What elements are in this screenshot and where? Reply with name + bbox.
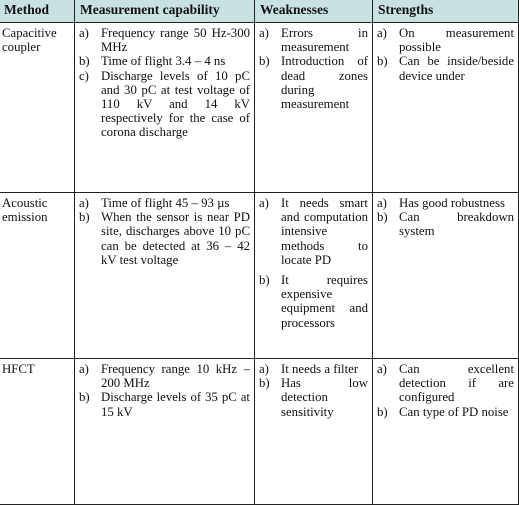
item-text: Frequency range 50 Hz-300 MHz bbox=[101, 26, 250, 55]
measurement-cell bbox=[75, 23, 255, 193]
method-name-line: coupler bbox=[2, 40, 41, 55]
method-cell bbox=[0, 193, 75, 359]
list-item bbox=[259, 54, 368, 111]
list-item bbox=[79, 54, 250, 68]
item-text: Discharge levels of 35 pC at 15 kV bbox=[101, 390, 250, 419]
weaknesses-cell bbox=[255, 359, 373, 505]
item-text: Time of flight 45 – 93 µs bbox=[101, 196, 230, 210]
item-marker: a) bbox=[259, 26, 269, 40]
weaknesses-cell bbox=[255, 193, 373, 359]
list-item bbox=[79, 69, 250, 140]
list-item bbox=[79, 210, 250, 267]
weaknesses-cell bbox=[255, 23, 373, 193]
item-text: Has good robustness bbox=[399, 196, 505, 210]
list-item bbox=[259, 362, 368, 376]
item-marker: a) bbox=[79, 26, 89, 40]
method-name-line: HFCT bbox=[2, 362, 35, 376]
item-text: Time of flight 3.4 – 4 ns bbox=[101, 54, 226, 69]
header-strengths: Strengths bbox=[373, 0, 519, 23]
item-text: On measurement possible bbox=[399, 26, 514, 55]
item-text: Has low detection sensitivity bbox=[281, 376, 368, 419]
item-text: Can type of PD noise bbox=[399, 404, 509, 419]
item-text: It needs smart and computation intensive methods to locate PD bbox=[281, 196, 368, 267]
list-item bbox=[259, 196, 368, 267]
header-measurement-capability: Measurement capability bbox=[75, 0, 255, 23]
item-text: When the sensor is near PD site, discharges above 10 pC can be detected at 36 – 42 kV test voltage bbox=[101, 210, 250, 267]
item-marker: b) bbox=[377, 54, 388, 69]
item-marker: a) bbox=[79, 362, 89, 376]
item-marker: c) bbox=[79, 68, 89, 83]
method-name-line: emission bbox=[2, 210, 48, 225]
item-text: It requires expensive equipment and processors bbox=[281, 273, 368, 330]
item-marker: a) bbox=[79, 196, 89, 210]
strengths-cell bbox=[373, 359, 519, 505]
item-marker: b) bbox=[79, 390, 90, 405]
header-method: Method bbox=[0, 0, 75, 23]
measurement-cell bbox=[75, 193, 255, 359]
item-text: Introduction of dead zones during measurement bbox=[281, 54, 368, 112]
list-item bbox=[377, 362, 514, 405]
list-item bbox=[259, 26, 368, 54]
strengths-cell bbox=[373, 23, 519, 193]
measurement-cell bbox=[75, 359, 255, 505]
header-weaknesses: Weaknesses bbox=[255, 0, 373, 23]
item-text: Can be inside/beside device under bbox=[399, 54, 514, 83]
list-item bbox=[259, 376, 368, 419]
item-marker: b) bbox=[377, 404, 388, 419]
list-item bbox=[377, 405, 514, 419]
method-cell bbox=[0, 359, 75, 505]
item-marker: b) bbox=[259, 273, 270, 288]
table-row-hfct bbox=[0, 359, 519, 505]
item-marker: a) bbox=[377, 26, 387, 40]
list-item bbox=[79, 196, 250, 210]
list-item bbox=[79, 362, 250, 390]
item-marker: a) bbox=[377, 362, 387, 376]
list-item bbox=[79, 390, 250, 418]
item-marker: b) bbox=[79, 54, 90, 69]
item-text: Frequency range 10 kHz – 200 MHz bbox=[101, 362, 250, 391]
method-cell bbox=[0, 23, 75, 193]
item-marker: a) bbox=[259, 196, 269, 210]
item-text: It needs a filter bbox=[281, 362, 359, 376]
method-name-line: Capacitive bbox=[2, 26, 57, 40]
header-row bbox=[0, 0, 519, 23]
item-marker: b) bbox=[259, 54, 270, 69]
list-item bbox=[377, 26, 514, 54]
item-text: Can excellent detection if are configured bbox=[399, 362, 514, 405]
item-marker: a) bbox=[377, 196, 387, 210]
list-item bbox=[259, 273, 368, 330]
list-item bbox=[377, 196, 514, 210]
item-text: Discharge levels of 10 pC and 30 pC at test voltage of 110 kV and 14 kV respectively for the case of corona discharge bbox=[101, 68, 250, 140]
strengths-cell bbox=[373, 193, 519, 359]
list-item bbox=[377, 54, 514, 82]
method-name-line: Acoustic bbox=[2, 196, 48, 210]
item-marker: b) bbox=[377, 210, 388, 225]
list-item bbox=[377, 210, 514, 238]
item-text: Errors in measurement bbox=[281, 26, 368, 55]
table-row-capacitive-coupler bbox=[0, 23, 519, 193]
item-marker: b) bbox=[259, 376, 270, 391]
table-row-acoustic-emission bbox=[0, 193, 519, 359]
item-marker: b) bbox=[79, 210, 90, 225]
item-marker: a) bbox=[259, 362, 269, 376]
list-item bbox=[79, 26, 250, 54]
item-text: Can breakdown system bbox=[399, 210, 514, 239]
